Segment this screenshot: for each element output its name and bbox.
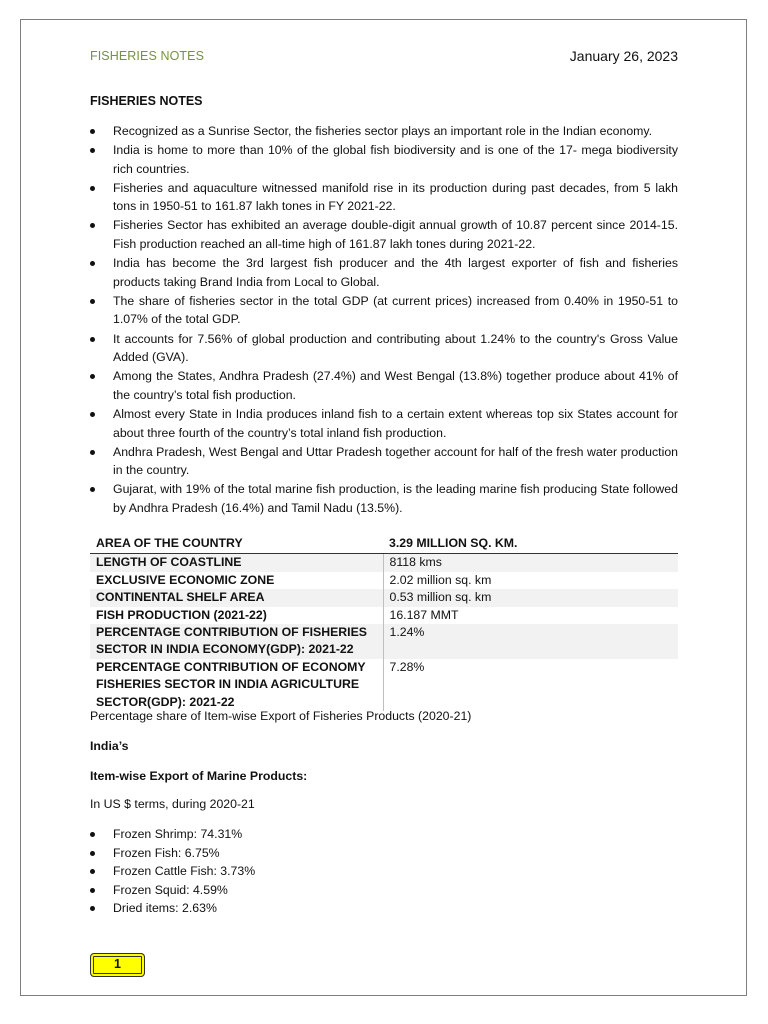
bullet-item: Gujarat, with 19% of the total marine fish production, is the leading marine fish producing State followed by Andhra Pradesh (16.4%) and Tamil Nadu (13.5%). xyxy=(90,480,678,517)
bullet-item: Fisheries Sector has exhibited an average double-digit annual growth of 10.87 percent since 2014-15. Fish production reached an all-time high of 161.87 lakh tones during 2021-22. xyxy=(90,216,678,253)
table-cell-key: FISH PRODUCTION (2021-22) xyxy=(90,607,383,624)
bullet-icon xyxy=(90,337,95,342)
bullet-icon xyxy=(90,374,95,379)
bullet-icon xyxy=(90,299,95,304)
table-cell-key: EXCLUSIVE ECONOMIC ZONE xyxy=(90,572,383,589)
page-number: 1 xyxy=(90,953,145,977)
export-items-list xyxy=(90,825,255,918)
bullet-item: India has become the 3rd largest fish producer and the 4th largest exporter of fish and fisheries products taking Brand India from Local to Global. xyxy=(90,254,678,291)
bullet-item: The share of fisheries sector in the total GDP (at current prices) increased from 0.40% in 1950-51 to 1.07% of the total GDP. xyxy=(90,292,678,329)
bullet-icon xyxy=(90,487,95,492)
export-item: Frozen Shrimp: 74.31% xyxy=(90,825,255,844)
export-caption: Percentage share of Item-wise Export of Fisheries Products (2020-21) xyxy=(90,709,472,723)
table-cell-key: LENGTH OF COASTLINE xyxy=(90,554,383,572)
export-item: Frozen Fish: 6.75% xyxy=(90,844,255,863)
table-cell-value: 1.24% xyxy=(383,624,678,659)
bullet-item: India is home to more than 10% of the global fish biodiversity and is one of the 17- mega biodiversity rich countries. xyxy=(90,141,678,178)
india-label: India’s xyxy=(90,739,129,753)
terms-label: In US $ terms, during 2020-21 xyxy=(90,797,255,811)
bullet-icon xyxy=(90,869,95,874)
table-row xyxy=(90,589,678,606)
table-header-key: AREA OF THE COUNTRY xyxy=(90,534,383,554)
bullet-item: Among the States, Andhra Pradesh (27.4%) and West Bengal (13.8%) together produce about 41% of the country’s total fish production. xyxy=(90,367,678,404)
export-item: Frozen Squid: 4.59% xyxy=(90,881,255,900)
table-header-value: 3.29 MILLION SQ. KM. xyxy=(383,534,678,554)
fisheries-bullet-list xyxy=(90,122,678,518)
document-title: FISHERIES NOTES xyxy=(90,94,203,108)
table-cell-value: 2.02 million sq. km xyxy=(389,572,492,587)
table-cell-value: 0.53 million sq. km xyxy=(383,589,678,606)
bullet-item: It accounts for 7.56% of global production and contributing about 1.24% to the country's Gross Value Added (GVA). xyxy=(90,330,678,367)
bullet-icon xyxy=(90,450,95,455)
header-date: January 26, 2023 xyxy=(569,48,678,64)
table-cell-key: CONTINENTAL SHELF AREA xyxy=(90,589,383,606)
export-item: Dried items: 2.63% xyxy=(90,899,255,918)
table-row xyxy=(90,572,678,589)
bullet-item: Almost every State in India produces inland fish to a certain extent whereas top six States account for about three fourth of the country’s total inland fish production. xyxy=(90,405,678,442)
table-row xyxy=(90,607,678,624)
table-header-row xyxy=(90,534,678,554)
table-cell-value: 16.187 MMT xyxy=(389,607,459,622)
bullet-icon xyxy=(90,906,95,911)
bullet-icon xyxy=(90,186,95,191)
bullet-item: Recognized as a Sunrise Sector, the fisheries sector plays an important role in the Indian economy. xyxy=(90,122,678,141)
export-item: Frozen Cattle Fish: 3.73% xyxy=(90,862,255,881)
table-row xyxy=(90,624,678,659)
table-cell-value: 7.28% xyxy=(389,659,425,674)
bullet-icon xyxy=(90,412,95,417)
item-wise-heading: Item-wise Export of Marine Products: xyxy=(90,769,308,783)
header-title: FISHERIES NOTES xyxy=(90,49,205,63)
table-row xyxy=(90,659,678,711)
bullet-icon xyxy=(90,851,95,856)
bullet-icon xyxy=(90,223,95,228)
country-facts-table xyxy=(90,534,678,711)
bullet-icon xyxy=(90,129,95,134)
bullet-item: Andhra Pradesh, West Bengal and Uttar Pradesh together account for half of the fresh water production in the country. xyxy=(90,443,678,480)
bullet-icon xyxy=(90,832,95,837)
bullet-icon xyxy=(90,148,95,153)
table-cell-key: PERCENTAGE CONTRIBUTION OF ECONOMY FISHERIES SECTOR IN INDIA AGRICULTURE SECTOR(GDP): 2021-22 xyxy=(90,659,383,711)
bullet-item: Fisheries and aquaculture witnessed manifold rise in its production during past decades, from 5 lakh tons in 1950-51 to 161.87 lakh tones in FY 2021-22. xyxy=(90,179,678,216)
bullet-icon xyxy=(90,888,95,893)
bullet-icon xyxy=(90,261,95,266)
table-cell-value: 8118 kms xyxy=(383,554,678,572)
table-cell-key: PERCENTAGE CONTRIBUTION OF FISHERIES SECTOR IN INDIA ECONOMY(GDP): 2021-22 xyxy=(90,624,383,659)
table-row xyxy=(90,554,678,572)
